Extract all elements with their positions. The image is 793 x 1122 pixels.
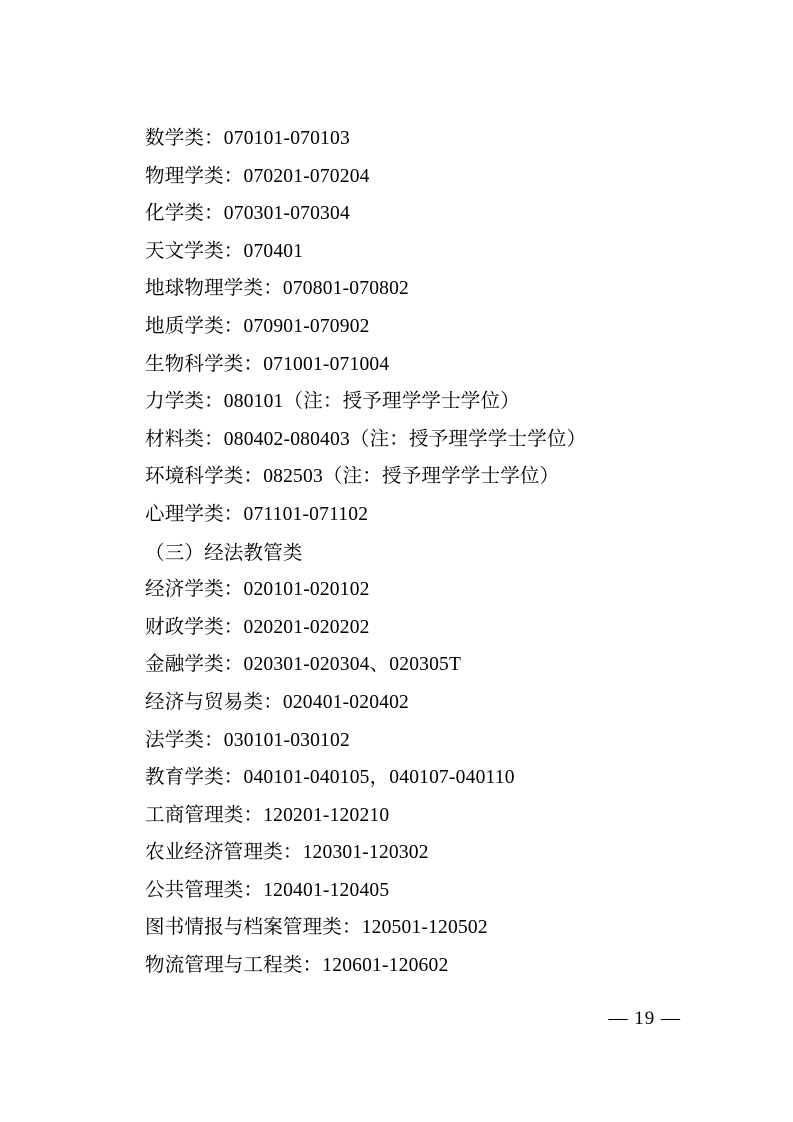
text-line: 公共管理类：120401-120405 <box>145 879 390 901</box>
section-heading: （三）经法教管类 <box>145 540 303 564</box>
text-line: 天文学类：070401 <box>145 240 304 262</box>
text-line: 农业经济管理类：120301-120302 <box>145 842 429 864</box>
text-line: 环境科学类：082503（注：授予理学学士学位） <box>145 466 560 488</box>
text-line: 经济与贸易类：020401-020402 <box>145 691 409 713</box>
text-line: 材料类：080402-080403（注：授予理学学士学位） <box>145 428 587 450</box>
text-line: 金融学类：020301-020304、020305T <box>145 654 462 676</box>
text-line: 数学类：070101-070103 <box>145 128 350 149</box>
text-line: 法学类：030101-030102 <box>145 729 350 751</box>
text-line: 地质学类：070901-070902 <box>145 315 370 337</box>
text-line: 财政学类：020201-020202 <box>145 616 370 638</box>
text-line: 心理学类：071101-071102 <box>145 503 369 525</box>
page-number: — 19 — <box>608 1008 681 1029</box>
text-line: 图书情报与档案管理类：120501-120502 <box>145 917 488 939</box>
document-body <box>145 120 683 985</box>
text-line: 物理学类：070201-070204 <box>145 165 370 187</box>
text-line: 力学类：080101（注：授予理学学士学位） <box>145 391 520 413</box>
text-line: 物流管理与工程类：120601-120602 <box>145 955 449 977</box>
text-line: 经济学类：020101-020102 <box>145 579 370 601</box>
text-line: 工商管理类：120201-120210 <box>145 804 390 826</box>
text-line: 地球物理学类：070801-070802 <box>145 278 409 300</box>
text-line: 教育学类：040101-040105，040107-040110 <box>145 767 515 789</box>
text-line: 化学类：070301-070304 <box>145 203 350 225</box>
text-line: 生物科学类：071001-071004 <box>145 353 390 375</box>
